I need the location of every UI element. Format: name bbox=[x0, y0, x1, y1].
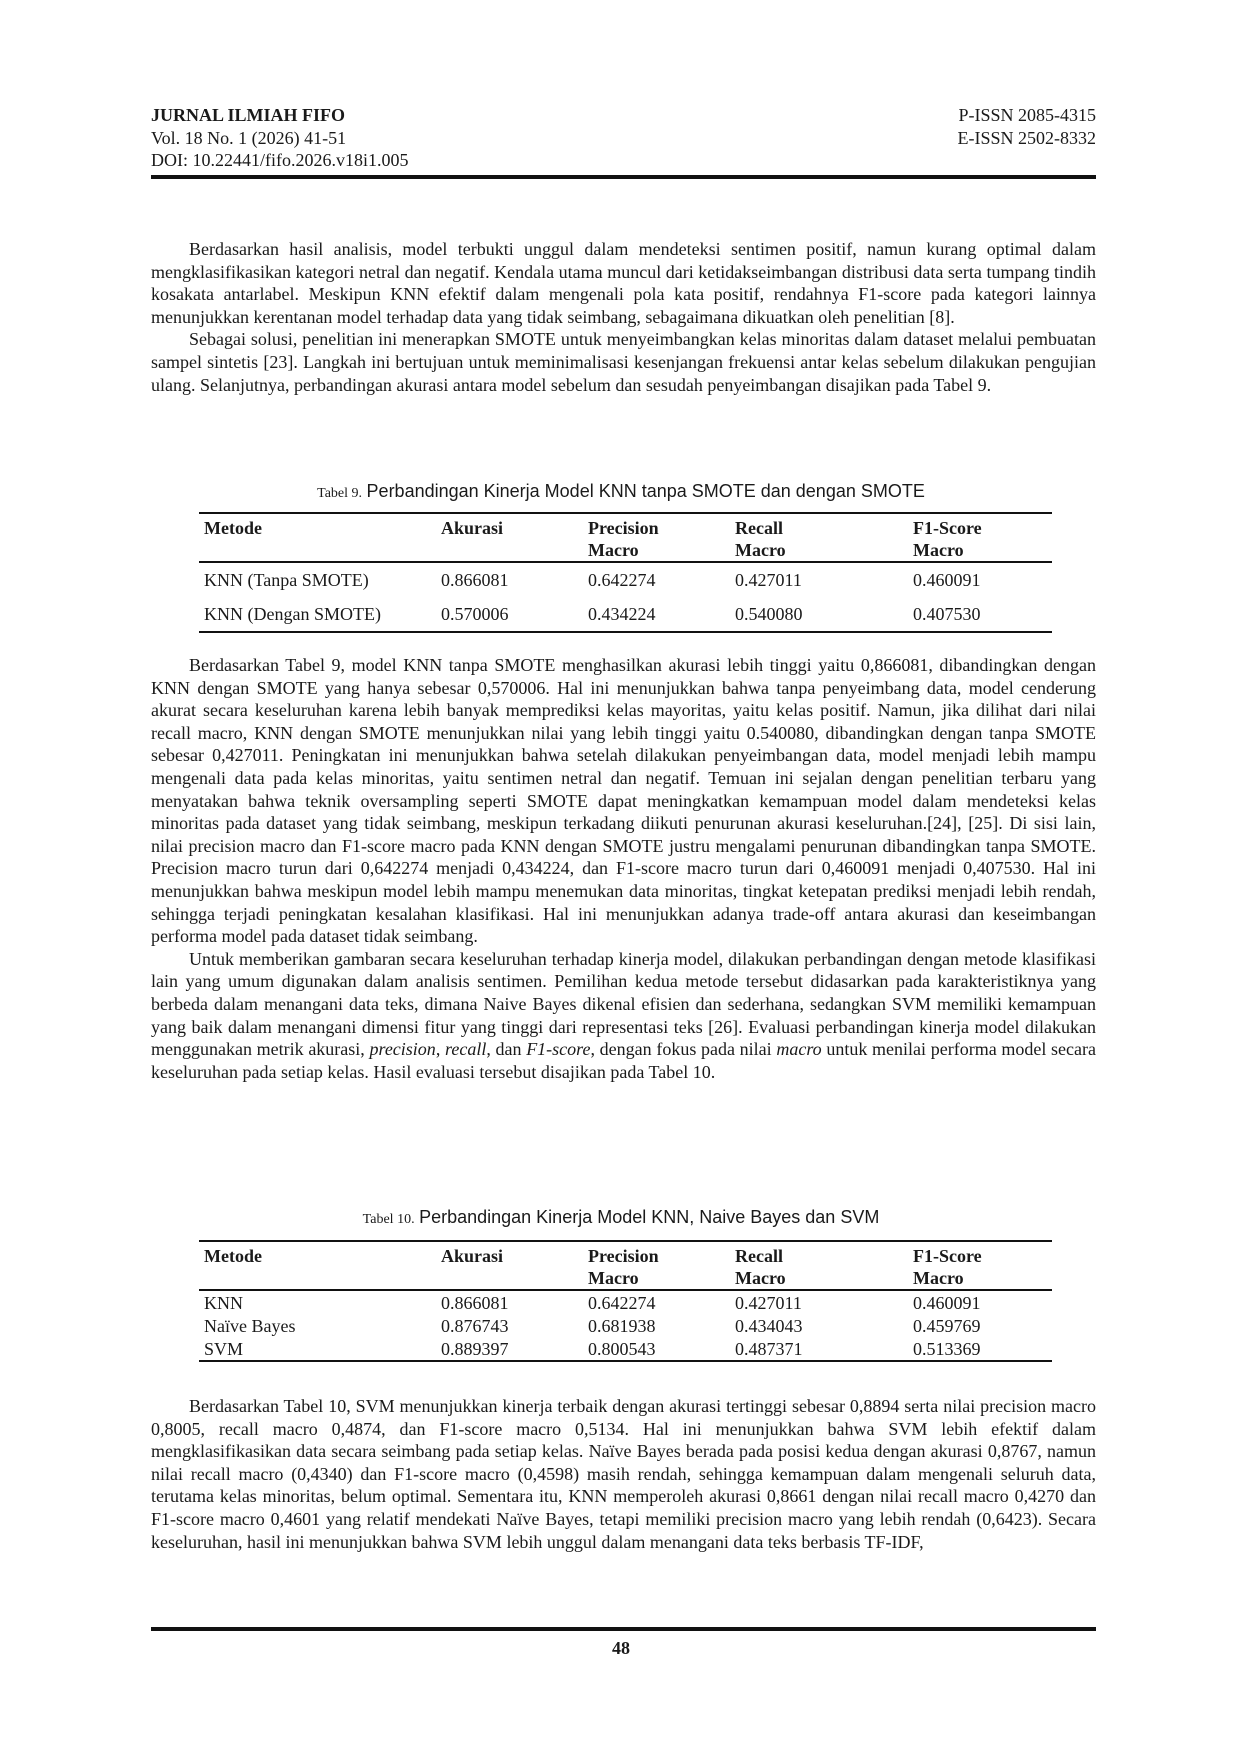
column-header bbox=[913, 1241, 1052, 1290]
paragraph: Berdasarkan Tabel 9, model KNN tanpa SMOTE menghasilkan akurasi lebih tinggi yaitu 0,866081, dibandingkan dengan KNN dengan SMOTE yang hanya sebesar 0,570006. Hal ini menunjukkan bahwa tanpa penyeimbang data, model cenderung akurat secara keseluruhan karena lebih banyak memprediksi kelas mayoritas, yaitu kelas positif. Namun, jika dilihat dari nilai recall macro, KNN dengan SMOTE menunjukkan nilai yang lebih tinggi yaitu 0.540080, dibandingkan dengan tanpa SMOTE sebesar 0,427011. Peningkatan ini menunjukkan bahwa setelah dilakukan penyeimbangan data, model menjadi lebih mampu mengenali data pada kelas minoritas, yaitu sentimen netral dan negatif. Temuan ini sejalan dengan penelitian terbaru yang menyatakan bahwa teknik oversampling seperti SMOTE dapat meningkatkan kemampuan model dalam mendeteksi kelas minoritas pada dataset yang tidak seimbang, meskipun terkadang diikuti penurunan akurasi keseluruhan.[24], [25]. Di sisi lain, nilai precision macro dan F1-score macro pada KNN dengan SMOTE justru mengalami penurunan dibandingkan tanpa SMOTE. Precision macro turun dari 0,642274 menjadi 0,434224, dan F1-score macro turun dari 0,460091 menjadi 0,407530. Hal ini menunjukkan bahwa meskipun model lebih mampu menemukan data minoritas, tingkat ketepatan prediksi menjadi lebih rendah, sehingga terjadi peningkatan kesalahan klasifikasi. Hal ini menunjukkan adanya trade-off antara akurasi dan keseimbangan performa model pada dataset tidak seimbang. bbox=[151, 655, 1096, 947]
table-cell: 0.427011 bbox=[735, 1292, 802, 1313]
journal-doi: DOI: 10.22441/fifo.2026.v18i1.005 bbox=[151, 150, 409, 170]
table-row bbox=[199, 1314, 1052, 1337]
table-row bbox=[199, 597, 1052, 632]
body-text-top bbox=[151, 238, 1096, 396]
text-run: , bbox=[435, 1039, 445, 1060]
journal-volume: Vol. 18 No. 1 (2026) 41-51 bbox=[151, 127, 347, 148]
column-header bbox=[735, 513, 913, 562]
header-line: Macro bbox=[913, 1268, 964, 1288]
table10 bbox=[199, 1240, 1052, 1362]
text-run: , dengan fokus pada nilai bbox=[590, 1039, 777, 1060]
header-right bbox=[958, 104, 1097, 149]
header-rule bbox=[151, 175, 1096, 179]
column-header: Akurasi bbox=[441, 1246, 504, 1266]
table-cell: 0.866081 bbox=[441, 570, 509, 590]
text-run: Untuk memberikan gambaran secara keseluruhan terhadap kinerja model, dilakukan perbandingan dengan metode klasifikasi lain yang umum digunakan dalam analisis sentimen. Pemilihan kedua metode tersebut didasarkan pada karakteristiknya yang berbeda dalam menangani data teks, dimana Naive Bayes dikenal efisien dan sederhana, sedangkan SVM memiliki kemampuan yang baik dalam menangani dimensi fitur yang tinggi dari representasi teks [26]. Evaluasi perbandingan kinerja model dilakukan menggunakan metrik akurasi, bbox=[151, 948, 1096, 1060]
table-header-row bbox=[199, 1241, 1052, 1290]
paragraph: Berdasarkan hasil analisis, model terbukti unggul dalam mendeteksi sentimen positif, namun kurang optimal dalam mengklasifikasikan kategori netral dan negatif. Kendala utama muncul dari ketidakseimbangan distribusi data serta tumpang tindih kosakata antarlabel. Meskipun KNN efektif dalam mengenali pola kata positif, rendahnya F1-score pada kategori lainnya menunjukkan kerentanan model terhadap data yang tidak seimbang, sebagaimana dikuatkan oleh penelitian [8]. bbox=[151, 239, 1096, 327]
table9-caption-number: Tabel 9. bbox=[317, 486, 363, 501]
table-row bbox=[199, 562, 1052, 597]
header-line: Recall bbox=[735, 1246, 783, 1266]
text-run: , dan bbox=[486, 1039, 527, 1060]
header-line: Macro bbox=[735, 1268, 786, 1288]
text-run: untuk menilai performa model secara keseluruhan pada setiap kelas. Hasil evaluasi tersebut disajikan pada Tabel 10. bbox=[151, 1039, 1096, 1082]
table-cell: KNN (Dengan SMOTE) bbox=[204, 604, 381, 624]
table10-caption-text: Perbandingan Kinerja Model KNN, Naive Bayes dan SVM bbox=[419, 1207, 880, 1227]
column-header: Metode bbox=[204, 518, 262, 538]
header-line: F1-Score bbox=[913, 518, 982, 538]
paragraph bbox=[151, 948, 1096, 1084]
header-line: F1-Score bbox=[913, 1246, 982, 1266]
table-cell: 0.642274 bbox=[588, 570, 656, 590]
header-line: Macro bbox=[913, 540, 964, 560]
table-cell: KNN (Tanpa SMOTE) bbox=[204, 570, 369, 590]
table-cell: 0.540080 bbox=[735, 604, 803, 624]
paragraph: Sebagai solusi, penelitian ini menerapkan SMOTE untuk menyeimbangkan kelas minoritas dalam dataset melalui pembuatan sampel sintetis [23]. Langkah ini bertujuan untuk meminimalisasi kesenjangan frekuensi antar kelas sebelum dilakukan pengujian ulang. Selanjutnya, perbandingan akurasi antara model sebelum dan sesudah penyeimbangan disajikan pada Tabel 9. bbox=[151, 329, 1096, 395]
italic-term: macro bbox=[776, 1039, 822, 1060]
table-cell: SVM bbox=[204, 1338, 244, 1359]
journal-pissn: P-ISSN 2085-4315 bbox=[958, 105, 1096, 125]
header-line: Recall bbox=[735, 518, 783, 538]
table10-caption-number: Tabel 10. bbox=[362, 1212, 415, 1227]
table-cell: 0.460091 bbox=[913, 570, 981, 590]
header-line: Macro bbox=[735, 540, 786, 560]
table-header-row bbox=[199, 513, 1052, 562]
table-cell: 0.513369 bbox=[913, 1338, 981, 1359]
footer-rule bbox=[151, 1627, 1096, 1631]
page-number: 48 bbox=[612, 1638, 630, 1658]
italic-term: recall bbox=[445, 1039, 487, 1060]
table-cell: 0.889397 bbox=[441, 1338, 509, 1359]
column-header bbox=[588, 513, 735, 562]
paragraph: Berdasarkan Tabel 10, SVM menunjukkan kinerja terbaik dengan akurasi tertinggi sebesar 0,8894 serta nilai precision macro 0,8005, recall macro 0,4874, dan F1-score macro 0,5134. Hal ini menunjukkan bahwa SVM lebih efektif dalam mengklasifikasikan data secara seimbang pada setiap kelas. Naïve Bayes berada pada posisi kedua dengan akurasi 0,8767, namun nilai recall macro (0,4340) dan F1-score macro (0,4598) masih rendah, sehingga kemampuan dalam mengenali seluruh data, terutama kelas minoritas, belum optimal. Sementara itu, KNN memperoleh akurasi 0,8661 dengan nilai recall macro 0,4270 dan F1-score macro 0,4601 yang relatif mendekati Naïve Bayes, tetapi memiliki precision macro yang lebih rendah (0,6423). Secara keseluruhan, hasil ini menunjukkan bahwa SVM lebih unggul dalam menangani data teks berbasis TF-IDF, bbox=[151, 1396, 1096, 1552]
table-cell: KNN bbox=[204, 1292, 243, 1313]
table9-caption bbox=[0, 480, 1242, 505]
column-header: Metode bbox=[204, 1246, 262, 1266]
table-cell: 0.434043 bbox=[735, 1315, 803, 1336]
table9 bbox=[199, 512, 1052, 633]
column-header bbox=[913, 513, 1052, 562]
column-header bbox=[735, 1241, 913, 1290]
table-cell: 0.642274 bbox=[588, 1292, 656, 1313]
header-line: Precision bbox=[588, 518, 659, 538]
table-cell: 0.876743 bbox=[441, 1315, 509, 1336]
table-cell: 0.487371 bbox=[735, 1338, 803, 1359]
header-line: Precision bbox=[588, 1246, 659, 1266]
table-cell: 0.866081 bbox=[441, 1292, 509, 1313]
body-text-middle bbox=[151, 654, 1096, 1083]
table-cell: 0.460091 bbox=[913, 1292, 981, 1313]
journal-eissn: E-ISSN 2502-8332 bbox=[957, 127, 1096, 148]
table10-caption bbox=[0, 1206, 1242, 1231]
table-cell: 0.681938 bbox=[588, 1315, 656, 1336]
table-cell: 0.407530 bbox=[913, 604, 981, 624]
table-cell: Naïve Bayes bbox=[204, 1315, 296, 1336]
italic-term: precision bbox=[369, 1039, 436, 1060]
table-cell: 0.800543 bbox=[588, 1338, 656, 1359]
column-header bbox=[588, 1241, 735, 1290]
table-row bbox=[199, 1337, 1052, 1361]
table9-caption-text: Perbandingan Kinerja Model KNN tanpa SMOTE dan dengan SMOTE bbox=[366, 481, 925, 501]
column-header: Akurasi bbox=[441, 518, 504, 538]
table-cell: 0.459769 bbox=[913, 1315, 981, 1336]
table-cell: 0.434224 bbox=[588, 604, 656, 624]
table-cell: 0.427011 bbox=[735, 570, 802, 590]
body-text-bottom bbox=[151, 1395, 1096, 1553]
table-cell: 0.570006 bbox=[441, 604, 509, 624]
journal-title: JURNAL ILMIAH FIFO bbox=[151, 105, 346, 125]
header-left bbox=[151, 104, 408, 172]
italic-term: F1-score bbox=[526, 1039, 591, 1060]
header-line: Macro bbox=[588, 540, 639, 560]
header-line: Macro bbox=[588, 1268, 639, 1288]
table-row bbox=[199, 1290, 1052, 1314]
